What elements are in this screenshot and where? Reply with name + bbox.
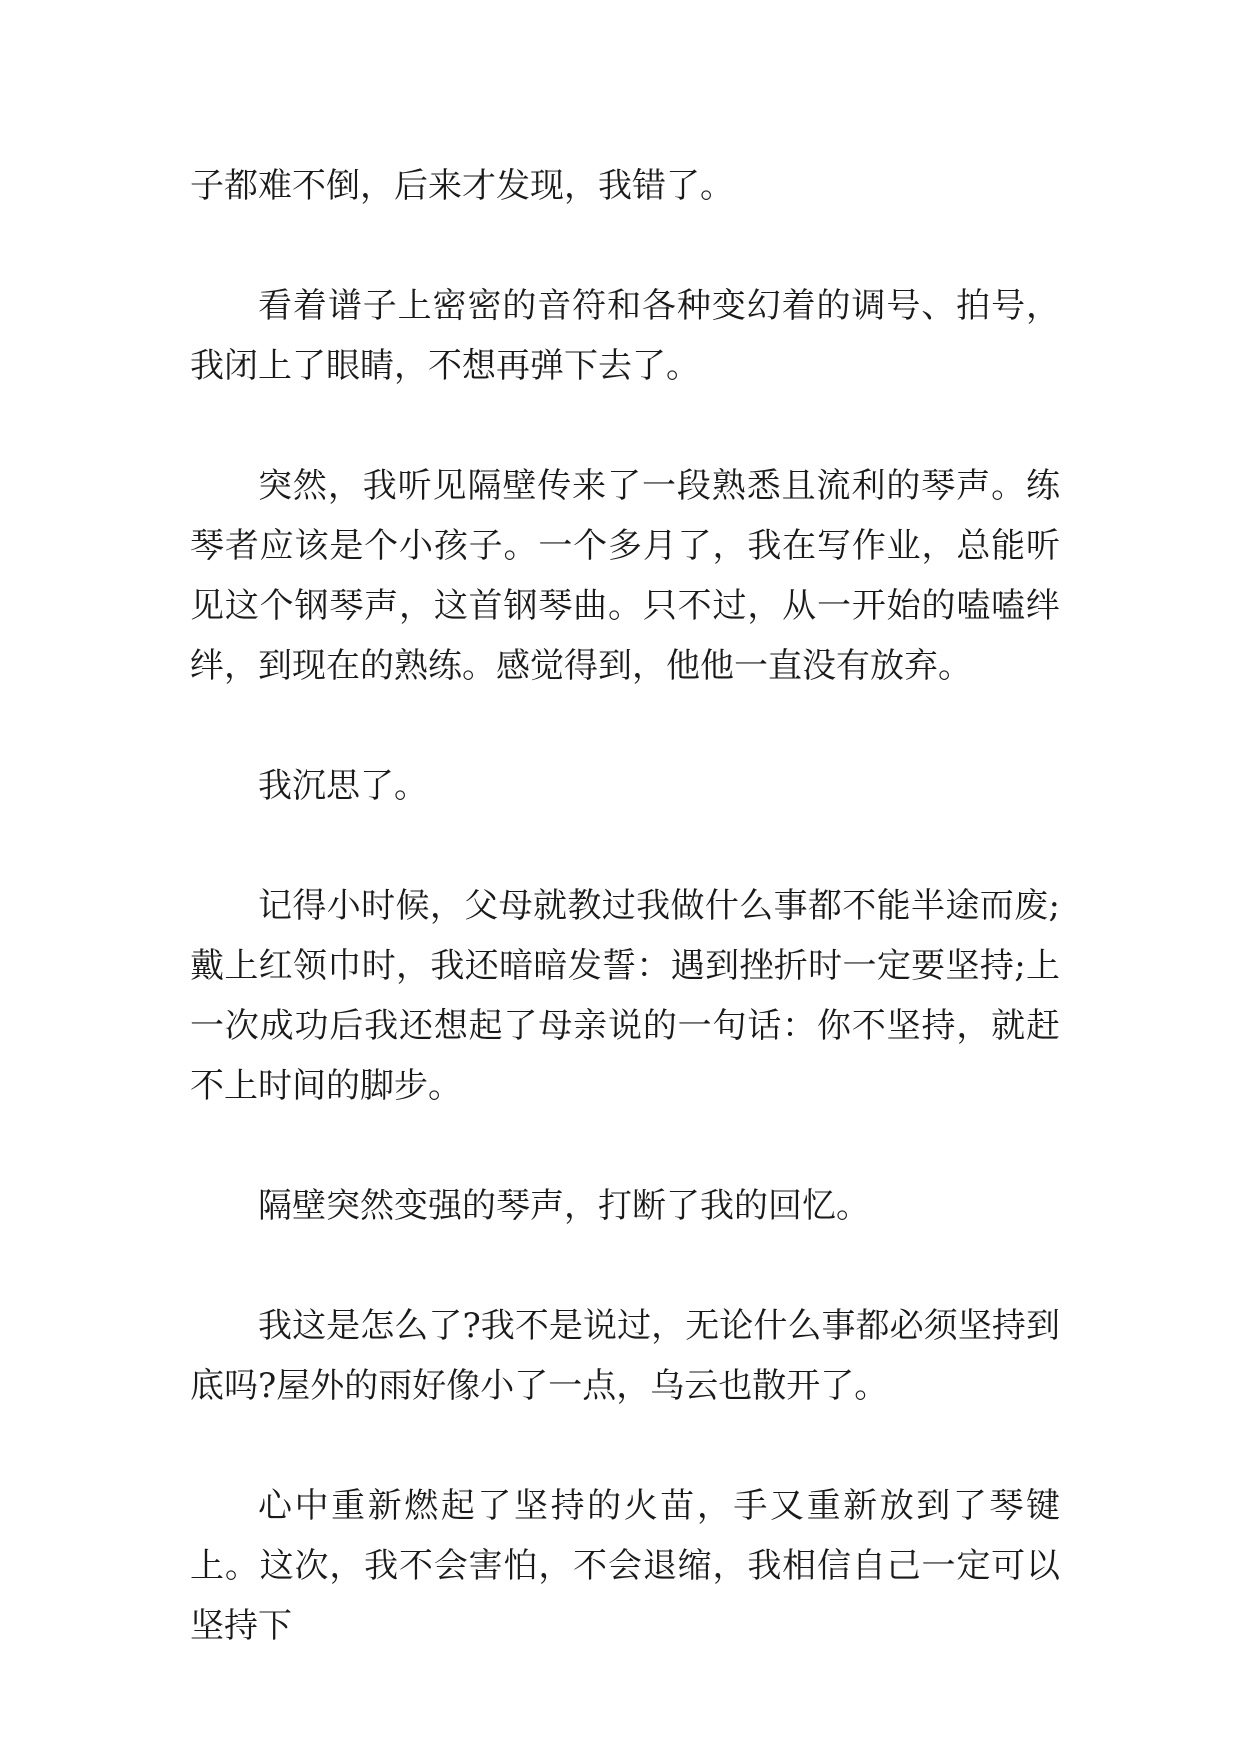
paragraph-1: 子都难不倒，后来才发现，我错了。 — [190, 166, 734, 206]
paragraph-4: 我沉思了。 — [258, 766, 428, 806]
article-body — [190, 156, 1060, 1716]
paragraph-3: 突然，我听见隔壁传来了一段熟悉且流利的琴声。练琴者应该是个小孩子。一个多月了，我在写作业，总能听见这个钢琴声，这首钢琴曲。只不过，从一开始的嗑嗑绊绊，到现在的熟练。感觉得到，他他一直没有放弃。 — [190, 466, 1060, 686]
paragraph-7: 我这是怎么了?我不是说过，无论什么事都必须坚持到底吗?屋外的雨好像小了一点，乌云也散开了。 — [190, 1306, 1060, 1406]
paragraph-5: 记得小时候，父母就教过我做什么事都不能半途而废;戴上红领巾时，我还暗暗发誓：遇到挫折时一定要坚持;上一次成功后我还想起了母亲说的一句话：你不坚持，就赶不上时间的脚步。 — [190, 886, 1060, 1106]
paragraph-2: 看着谱子上密密的音符和各种变幻着的调号、拍号，我闭上了眼睛，不想再弹下去了。 — [190, 286, 1060, 386]
paragraph-6: 隔壁突然变强的琴声，打断了我的回忆。 — [258, 1186, 870, 1226]
paragraph-8: 心中重新燃起了坚持的火苗，手又重新放到了琴键上。这次，我不会害怕，不会退缩，我相信自己一定可以坚持下 — [190, 1486, 1060, 1646]
